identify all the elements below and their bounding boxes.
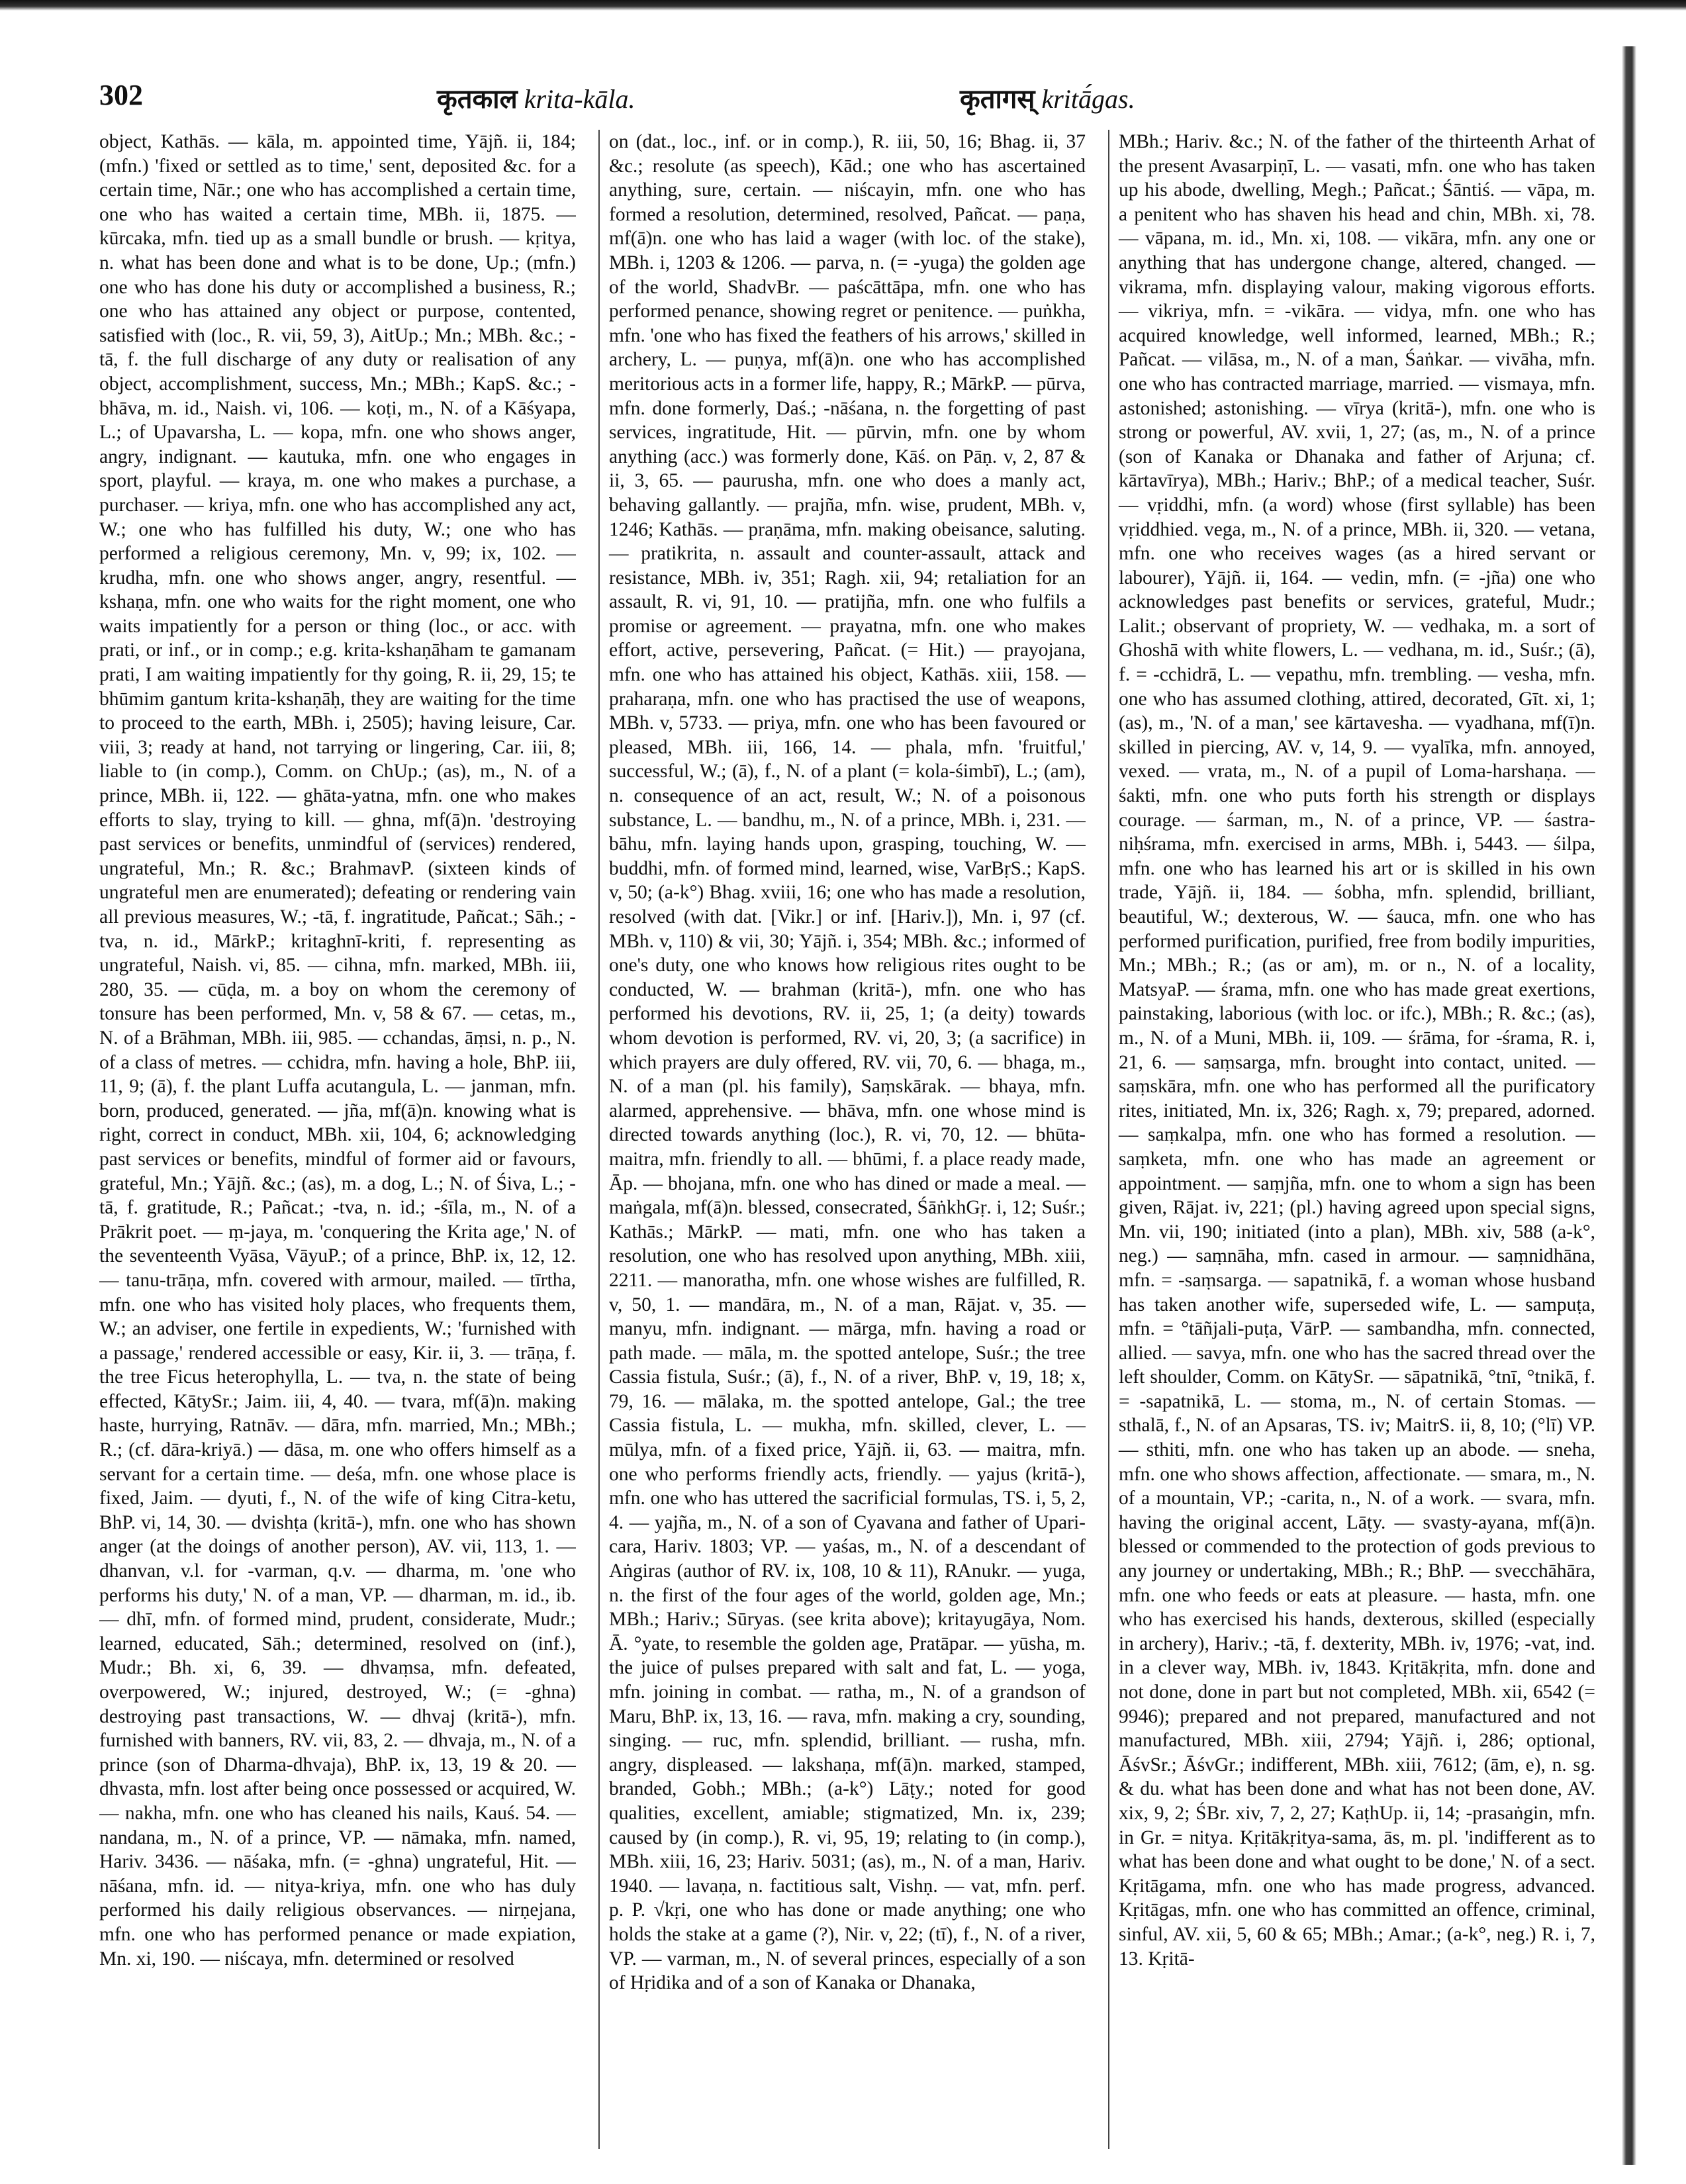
column-1-text: object, Kathās. — kāla, m. appointed time, Yājñ. ii, 184; (mfn.) 'fixed or settled as to time,' sent, deposited &c. for a certain time, Nār.; one who has accomplished a certain time, one who has waited a certain time, MBh. ii, 1875. — kūrcaka, mfn. tied up as a small bundle or brush. — kṛitya, n. what has been done and what is to be done, Up.; (mfn.) one who has done his duty or accomplished a business, R.; one who has attained any object or purpose, contented, satisfied with (loc., R. vii, 59, 3), AitUp.; Mn.; MBh. &c.; -tā, f. the full discharge of any duty or realisation of any object, accomplishment, success, Mn.; MBh.; KapS. &c.; -bhāva, m. id., Naish. vi, 106. — koṭi, m., N. of a Kāśyapa, L.; of Upavarsha, L. — kopa, mfn. one who shows anger, angry, indignant. — kautuka, mfn. one who engages in sport, playful. — kraya, m. one who makes a purchase, a purchaser. — kriya, mfn. one who has accomplished any act, W.; one who has fulfilled his duty, W.; one who has performed a religious ceremony, Mn. v, 99; ix, 102. — krudha, mfn. one who shows anger, angry, resentful. — kshaṇa, mfn. one who waits for the right moment, one who waits impatiently for a person or thing (loc., or acc. with prati, or inf., or in comp.; e.g. krita-kshaṇāham te gamanam prati, I am waiting impatiently for thy going, R. ii, 29, 15; te bhūmim gantum krita-kshaṇāḥ, they are waiting for the time to proceed to the earth, MBh. i, 2505); having leisure, Car. viii, 3; ready at hand, not tarrying or lingering, Car. iii, 8; liable to (in comp.), Comm. on ChUp.; (as), m., N. of a prince, MBh. ii, 122. — ghāta-yatna, mfn. one who makes efforts to slay, trying to kill. — ghna, mf(ā)n. 'destroying past services or benefits, unmindful of (services) rendered, ungrateful, Mn.; R. &c.; BrahmavP. (sixteen kinds of ungrateful men are enumerated); defeating or rendering vain all previous measures, W.; -tā, f. ingratitude, Pañcat.; Sāh.; -tva, n. id., MārkP.; kritaghnī-kriti, f. representing as ungrateful, Naish. vi, 85. — cihna, mfn. marked, MBh. iii, 280, 35. — cūḍa, m. a boy on whom the ceremony of tonsure has been performed, Mn. v, 58 & 67. — cetas, m., N. of a Brāhman, MBh. iii, 985. — cchandas, āṃsi, n. p., N. of a class of metres. — cchidra, mfn. having a hole, BhP. iii, 11, 9; (ā), f. the plant Luffa acutangula, L. — janman, mfn. born, produced, generated. — jña, mf(ā)n. knowing what is right, correct in conduct, MBh. xii, 104, 6; acknowledging past services or benefits, mindful of former aid or favours, grateful, Mn.; Yājñ. &c.; (as), m. a dog, L.; N. of Śiva, L.; -tā, f. gratitude, R.; Pañcat.; -tva, n. id.; -śīla, m., N. of a Prākrit poet. — ṃ-jaya, m. 'conquering the Krita age,' N. of the seventeenth Vyāsa, VāyuP.; of a prince, BhP. ix, 12, 12. — tanu-trāṇa, mfn. covered with armour, mailed. — tīrtha, mfn. one who has visited holy places, who frequents them, W.; an adviser, one fertile in expedients, W.; 'furnished with a passage,' rendered accessible or easy, Kir. ii, 3. — trāṇa, f. the tree Ficus heterophylla, L. — tva, n. the state of being effected, KātySr.; Jaim. iii, 4, 40. — tvara, mf(ā)n. making haste, hurrying, Ratnāv. — dāra, mfn. married, Mn.; MBh.; R.; (cf. dāra-kriyā.) — dāsa, m. one who offers himself as a servant for a certain time. — deśa, mfn. one whose place is fixed, Jaim. — dyuti, f., N. of the wife of king Citra-ketu, BhP. vi, 14, 30. — dvishṭa (kritā-), mfn. one who has shown anger (at the doings of another person), AV. vii, 113, 1. — dhanvan, v.l. for -varman, q.v. — dharma, m. 'one who performs his duty,' N. of a man, VP. — dharman, m. id., ib. — dhī, mfn. of formed mind, prudent, considerate, Mudr.; learned, educated, Sāh.; determined, resolved on (inf.), Mudr.; Bh. xi, 6, 39. — dhvaṃsa, mfn. defeated, overpowered, W.; injured, destroyed, W.; (= -ghna) destroying past transactions, W. — dhvaj (kritā-), mfn. furnished with banners, RV. vii, 83, 2. — dhvaja, m., N. of a prince (son of Dharma-dhvaja), BhP. ix, 13, 19 & 20. — dhvasta, mfn. lost after being once possessed or acquired, W. — nakha, mfn. one who has cleaned his nails, Kauś. 54. — nandana, m., N. of a prince, VP. — nāmaka, mfn. named, Hariv. 3436. — nāśaka, mfn. (= -ghna) ungrateful, Hit. — nāśana, mfn. id. — nitya-kriya, mfn. one who has duly performed his daily religious observances. — nirṇejana, mfn. one who has performed penance or made expiation, Mn. xi, 190. — niścaya, mfn. determined or resolved xyxy=(99,131,576,1970)
right-headword-roman: kritā́gas. xyxy=(1041,84,1135,114)
column-3 xyxy=(1108,130,1595,2149)
left-headword-devanagari: कृतकाल xyxy=(437,84,518,114)
column-2 xyxy=(598,130,1086,2149)
column-1 xyxy=(99,130,576,2149)
right-headword-devanagari: कृतागस् xyxy=(960,84,1035,114)
left-headword-roman: krita-kāla. xyxy=(524,84,635,114)
page-header xyxy=(99,78,1595,124)
column-2-text: on (dat., loc., inf. or in comp.), R. iii, 50, 16; Bhag. ii, 37 &c.; resolute (as speech), Kād.; one who has ascertained anything, sure, certain. — niścayin, mfn. one who has formed a resolution, determined, resolved, Pañcat. — paṇa, mf(ā)n. one who has laid a wager (with loc. of the stake), MBh. i, 1203 & 1206. — parva, n. (= -yuga) the golden age of the world, ShadvBr. — paścāttāpa, mfn. one who has performed penance, showing regret or penitence. — puṅkha, mfn. 'one who has fixed the feathers of his arrows,' skilled in archery, L. — puṇya, mf(ā)n. one who has accomplished meritorious acts in a former life, happy, R.; MārkP. — pūrva, mfn. done formerly, Daś.; -nāśana, n. the forgetting of past services, ingratitude, Hit. — pūrvin, mfn. one by whom anything (acc.) was formerly done, Kāś. on Pāṇ. v, 2, 87 & ii, 3, 65. — paurusha, mfn. one who does a manly act, behaving gallantly. — prajña, mfn. wise, prudent, MBh. v, 1246; Kathās. — praṇāma, mfn. making obeisance, saluting. — pratikrita, n. assault and counter-assault, attack and resistance, MBh. iv, 351; Ragh. xii, 94; retaliation for an assault, R. vi, 91, 10. — pratijña, mfn. one who fulfils a promise or agreement. — prayatna, mfn. one who makes effort, active, persevering, Pañcat. (= Hit.) — prayojana, mfn. one who has attained his object, Kathās. xiii, 158. — praharaṇa, mfn. one who has practised the use of weapons, MBh. v, 5733. — priya, mfn. one who has been favoured or pleased, MBh. iii, 166, 14. — phala, mfn. 'fruitful,' successful, W.; (ā), f., N. of a plant (= kola-śimbī), L.; (am), n. consequence of an act, result, W.; N. of a poisonous substance, L. — bandhu, m., N. of a prince, MBh. i, 231. — bāhu, mfn. laying hands upon, grasping, touching, W. — buddhi, mfn. of formed mind, learned, wise, VarBṛS.; KapS. v, 50; (a-k°) Bhag. xviii, 16; one who has made a resolution, resolved (with dat. [Vikr.] or inf. [Hariv.]), Mn. i, 97 (cf. MBh. v, 110) & vii, 30; Yājñ. i, 354; MBh. &c.; informed of one's duty, one who knows how religious rites ought to be conducted, W. — brahman (kritā-), mfn. one who has performed his devotions, RV. ii, 25, 1; (a deity) towards whom devotion is performed, RV. vi, 20, 3; (a sacrifice) in which prayers are duly offered, RV. vii, 70, 6. — bhaga, m., N. of a man (pl. his family), Saṃskārak. — bhaya, mfn. alarmed, apprehensive. — bhāva, mfn. one whose mind is directed towards anything (loc.), R. vi, 70, 12. — bhūta-maitra, mfn. friendly to all. — bhūmi, f. a place ready made, Āp. — bhojana, mfn. one who has dined or made a meal. — maṅgala, mf(ā)n. blessed, consecrated, ŚāṅkhGṛ. i, 12; Suśr.; Kathās.; MārkP. — mati, mfn. one who has taken a resolution, one who has resolved upon anything, MBh. xiii, 2211. — manoratha, mfn. one whose wishes are fulfilled, R. v, 50, 1. — mandāra, m., N. of a man, Rājat. v, 35. — manyu, mfn. indignant. — mārga, mfn. having a road or path made. — māla, m. the spotted antelope, Suśr.; the tree Cassia fistula, Suśr.; (ā), f., N. of a river, BhP. v, 19, 18; x, 79, 16. — mālaka, m. the spotted antelope, Gal.; the tree Cassia fistula, L. — mukha, mfn. skilled, clever, L. — mūlya, mfn. of a fixed price, Yājñ. ii, 63. — maitra, mfn. one who performs friendly acts, friendly. — yajus (kritā-), mfn. one who has uttered the sacrificial formulas, TS. i, 5, 2, 4. — yajña, m., N. of a son of Cyavana and father of Upari-cara, Hariv. 1803; VP. — yaśas, m., N. of a descendant of Aṅgiras (author of RV. ix, 108, 10 & 11), RAnukr. — yuga, n. the first of the four ages of the world, golden age, Mn.; MBh.; Hariv.; Sūryas. (see krita above); kritayugāya, Nom. Ā. °yate, to resemble the golden age, Pratāpar. — yūsha, m. the juice of pulses prepared with salt and fat, L. — yoga, mfn. joining in combat. — ratha, m., N. of a grandson of Maru, BhP. ix, 13, 16. — rava, mfn. making a cry, sounding, singing. — ruc, mfn. splendid, brilliant. — rusha, mfn. angry, displeased. — lakshaṇa, mf(ā)n. marked, stamped, branded, Gobh.; MBh.; (a-k°) Lāṭy.; noted for good qualities, excellent, amiable; stigmatized, Mn. ix, 239; caused by (in comp.), R. vi, 95, 19; relating to (in comp.), MBh. xiii, 16, 23; Hariv. 5031; (as), m., N. of a man, Hariv. 1940. — lavaṇa, n. factitious salt, Vishṇ. — vat, mfn. perf. p. P. √kṛi, one who has done or made anything; one who holds the stake at a game (?), Nir. v, 22; (tī), f., N. of a river, VP. — varman, m., N. of several princes, especially of a son of Hṛidika and of a son of Kanaka or Dhanaka, xyxy=(609,131,1086,1994)
scan-binding-shadow xyxy=(1622,46,1636,2165)
dictionary-body xyxy=(99,130,1595,2149)
column-3-text: MBh.; Hariv. &c.; N. of the father of the thirteenth Arhat of the present Avasarpiṇī, L. — vasati, mfn. one who has taken up his abode, dwelling, Megh.; Pañcat.; Śāntiś. — vāpa, m. a penitent who has shaven his head and chin, MBh. xi, 78. — vāpana, m. id., Mn. xi, 108. — vikāra, mfn. any one or anything that has undergone change, altered, changed. — vikrama, mfn. displaying valour, making vigorous efforts. — vikriya, mfn. = -vikāra. — vidya, mfn. one who has acquired knowledge, well informed, learned, MBh.; R.; Pañcat. — vilāsa, m., N. of a man, Śaṅkar. — vivāha, mfn. one who has contracted marriage, married. — vismaya, mfn. astonished; astonishing. — vīrya (kritā-), mfn. one who is strong or powerful, AV. xvii, 1, 27; (as, m., N. of a prince (son of Kanaka or Dhanaka and father of Arjuna; cf. kārtavīrya), MBh.; Hariv.; BhP.; of a medical teacher, Suśr. — vṛiddhi, mfn. (a word) whose (first syllable) has been vṛiddhied. vega, m., N. of a prince, MBh. ii, 320. — vetana, mfn. one who receives wages (as a hired servant or labourer), Yājñ. ii, 164. — vedin, mfn. (= -jña) one who acknowledges past benefits or services, grateful, Mudr.; Lalit.; observant of propriety, W. — vedhaka, m. a sort of Ghoshā with white flowers, L. — vedhana, m. id., Suśr.; (ā), f. = -cchidrā, L. — vepathu, mfn. trembling. — vesha, mfn. one who has assumed clothing, attired, decorated, Gīt. xi, 1; (as), m., 'N. of a man,' see kārtavesha. — vyadhana, mf(ī)n. skilled in piercing, AV. v, 14, 9. — vyalīka, mfn. annoyed, vexed. — vrata, m., N. of a pupil of Loma-harshaṇa. — śakti, mfn. one who puts forth his strength or displays courage. — śarman, m., N. of a prince, VP. — śastra-niḥśrama, mfn. exercised in arms, MBh. i, 5443. — śilpa, mfn. one who has learned his art or is skilled in his own trade, Yājñ. ii, 184. — śobha, mfn. splendid, brilliant, beautiful, W.; dexterous, W. — śauca, mfn. one who has performed purification, purified, free from bodily impurities, Mn.; MBh.; R.; (as or am), m. or n., N. of a locality, MatsyaP. — śrama, mfn. one who has made great exertions, painstaking, laborious (with loc. or ifc.), MBh.; R. &c.; (as), m., N. of a Muni, MBh. ii, 109. — śrāma, for -śrama, R. i, 21, 6. — saṃsarga, mfn. brought into contact, united. — saṃskāra, mfn. one who has performed all the purificatory rites, initiated, Mn. ix, 326; Ragh. x, 79; prepared, adorned. — saṃkalpa, mfn. one who has formed a resolution. — saṃketa, mfn. one who has made an agreement or appointment. — saṃjña, mfn. one to whom a sign has been given, Rājat. iv, 221; (pl.) having agreed upon special signs, Mn. vii, 190; initiated (into a plan), MBh. xiv, 588 (a-k°, neg.) — saṃnāha, mfn. cased in armour. — saṃnidhāna, mfn. = -saṃsarga. — sapatnikā, f. a woman whose husband has taken another wife, superseded wife, L. — sampuṭa, mfn. = °tāñjali-puṭa, VārP. — sambandha, mfn. connected, allied. — savya, mfn. one who has the sacred thread over the left shoulder, Comm. on KātySr. — sāpatnikā, °tnī, °tnikā, f. = -sapatnikā, L. — stoma, m., N. of certain Stomas. — sthalā, f., N. of an Apsaras, TS. iv; MaitrS. ii, 8, 10; (°lī) VP. — sthiti, mfn. one who has taken up an abode. — sneha, mfn. one who shows affection, affectionate. — smara, m., N. of a mountain, VP.; -carita, n., N. of a work. — svara, mfn. having the original accent, Lāṭy. — svasty-ayana, mf(ā)n. blessed or commended to the protection of gods previous to any journey or undertaking, MBh.; R.; BhP. — svecchāhāra, mfn. one who feeds or eats at pleasure. — hasta, mfn. one who has exercised his hands, dexterous, skilled (especially in archery), Hariv.; -tā, f. dexterity, MBh. iv, 1976; -vat, ind. in a clever way, MBh. iv, 1843. Kṛitākṛita, mfn. done and not done, done in part but not completed, MBh. xii, 6542 (= 9946); prepared and not prepared, manufactured and not manufactured, MBh. xiii, 2794; Yājñ. i, 286; optional, ĀśvSr.; ĀśvGr.; indifferent, MBh. xiii, 7612; (ām, e), n. sg. & du. what has been done and what has not been done, AV. xix, 9, 2; ŚBr. xiv, 7, 2, 27; KaṭhUp. ii, 14; -prasaṅgin, mfn. in Gr. = nitya. Kṛitākṛitya-sama, ās, m. pl. 'indifferent as to what has been done and what ought to be done,' N. of a sect. Kṛitāgama, mfn. one who has made progress, advanced. Kṛitāgas, mfn. one who has committed an offence, criminal, sinful, AV. xii, 5, 60 & 65; MBh.; Amar.; (a-k°, neg.) R. i, 7, 13. Kṛitā- xyxy=(1119,131,1595,1970)
page-number: 302 xyxy=(99,79,143,111)
left-running-head xyxy=(437,79,635,116)
right-running-head xyxy=(960,79,1135,116)
scan-top-edge xyxy=(0,0,1686,11)
